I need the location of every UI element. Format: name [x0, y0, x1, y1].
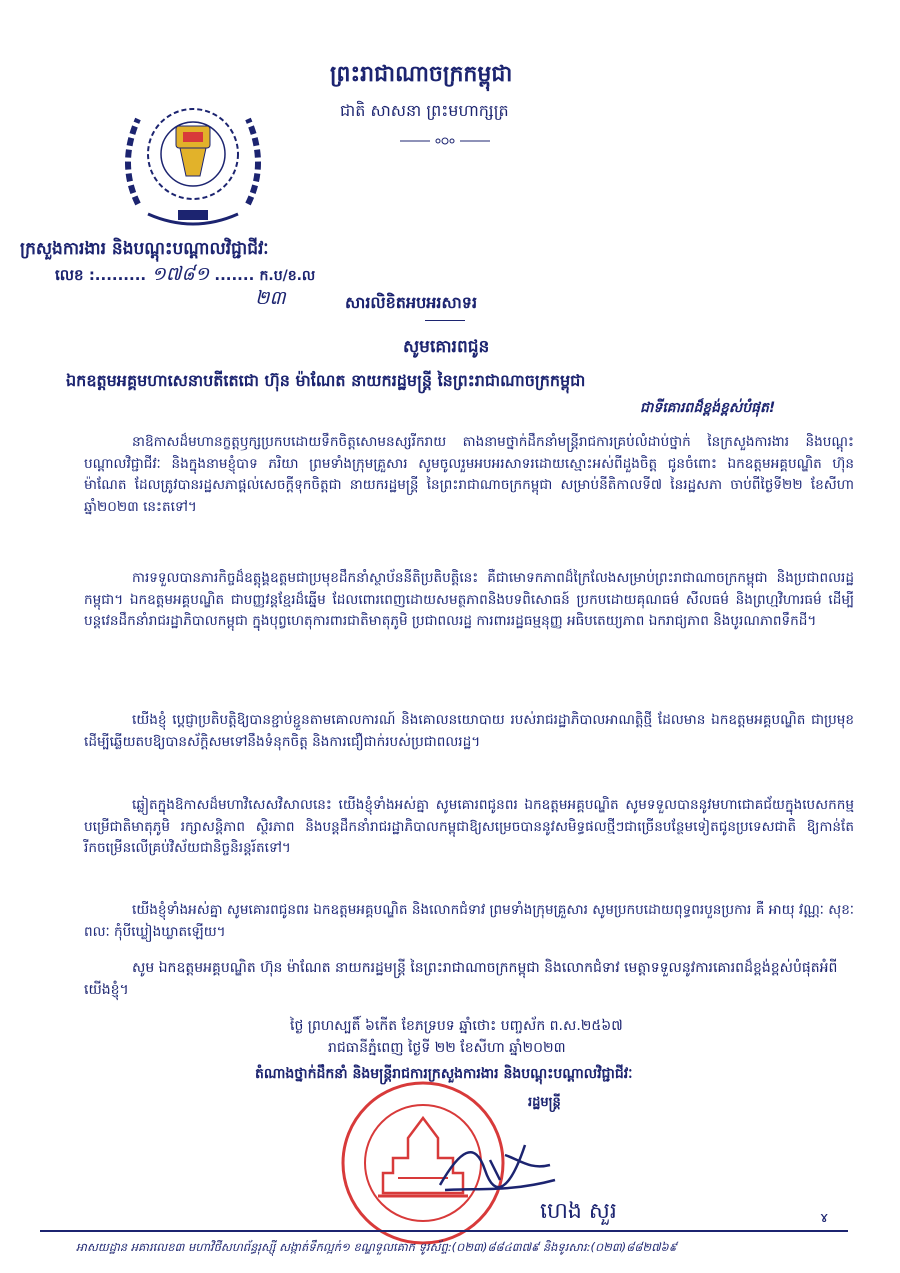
closing-paragraph: សូម ឯកឧត្តមអគ្គបណ្ឌិត ហ៊ុន ម៉ាណែត នាយករដ្ឋមន្ត្រី នៃព្រះរាជាណាចក្រកម្ពុជា និងលោកជំទាវ មេត្តាទទួលនូវការគោរពដ៏ខ្ពង់ខ្ពស់បំផុតអំពីយើងខ្ញុំ។	[84, 960, 838, 998]
paragraph-text: ឆ្លៀតក្នុងឱកាសដ៏មហាវិសេសវិសាលនេះ យើងខ្ញុំទាំងអស់គ្នា សូមគោរពជូនពរ ឯកឧត្តមអគ្គបណ្ឌិត សូមទទួលបាននូវមហាជោគជ័យក្នុងបេសកកម្មបម្រើជាតិមាតុភូមិ រក្សាសន្តិភាព ស្ថិរភាព និងបន្តដឹកនាំរាជរដ្ឋាភិបាលកម្ពុជាឱ្យសម្រេចបាននូវសមិទ្ធផលថ្មីៗជាច្រើនបន្ថែមទៀតជូនប្រទេសជាតិ ឱ្យកាន់តែរីកចម្រើនលើគ្រប់វិស័យជានិច្ចនិរន្តរ៍តទៅ។	[84, 797, 854, 856]
paragraph-2	[84, 568, 854, 633]
reference-dots-2: .......	[214, 266, 255, 284]
paragraph-text: យើងខ្ញុំទាំងអស់គ្នា សូមគោរពជូនពរ ឯកឧត្តមអគ្គបណ្ឌិត និងលោកជំទាវ ព្រមទាំងក្រុមគ្រួសារ សូមប្រកបដោយពុទ្ធពរបួនប្រការ គឺ អាយុ វណ្ណៈ សុខៈ ពលៈ កុំបីឃ្លៀងឃ្លាតឡើយ។	[84, 902, 854, 940]
lunar-date: ថ្ងៃ ព្រហស្បតិ៍ ៦កើត ខែភទ្របទ ឆ្នាំថោះ បញ្ចស័ក ព.ស.២៥៦៧	[290, 1018, 623, 1034]
reference-year: ២៣	[255, 287, 286, 309]
salutation: ជាទីគោរពដ៏ខ្ពង់ខ្ពស់បំផុត!	[640, 400, 776, 416]
divider-ornament	[400, 136, 490, 146]
margin-mark: ɤ	[820, 1210, 829, 1226]
paragraph-5	[84, 900, 854, 943]
addressee: ឯកឧត្តមអគ្គមហាសេនាបតីតេជោ ហ៊ុន ម៉ាណែត នាយករដ្ឋមន្ត្រី នៃព្រះរាជាណាចក្រកម្ពុជា	[66, 371, 586, 390]
paragraph-text: យើងខ្ញុំ ប្តេជ្ញាប្រតិបត្តិឱ្យបានខ្ជាប់ខ្ជួនតាមគោលការណ៍ និងគោលនយោបាយ របស់រាជរដ្ឋាភិបាលអាណត្តិថ្មី ដែលមាន ឯកឧត្តមអគ្គបណ្ឌិត ជាប្រមុខ ដើម្បីឆ្លើយតបឱ្យបានស័ក្តិសមទៅនឹងទំនុកចិត្ត និងការជឿជាក់របស់ប្រជាពលរដ្ឋ។	[84, 712, 854, 750]
paragraph-text: នាឱកាសដ៏មហានក្ខត្តឫក្សប្រកបដោយទឹកចិត្តសោមនស្សរីករាយ តាងនាមថ្នាក់ដឹកនាំមន្ត្រីរាជការគ្រប់លំដាប់ថ្នាក់ នៃក្រសួងការងារ និងបណ្តុះបណ្តាលវិជ្ជាជីវៈ និងក្នុងនាមខ្ញុំបាទ ភរិយា ព្រមទាំងក្រុមគ្រួសារ សូមចូលរួមអបអរសាទរដោយស្មោះអស់ពីដួងចិត្ត ជូនចំពោះ ឯកឧត្តមអគ្គបណ្ឌិត ហ៊ុន ម៉ាណែត ដែលត្រូវបានរដ្ឋសភាផ្តល់សេចក្តីទុកចិត្តជា នាយករដ្ឋមន្ត្រី នៃព្រះរាជាណាចក្រកម្ពុជា សម្រាប់នីតិកាលទី៧ នៃរដ្ឋសភា ចាប់ពីថ្ងៃទី២២ ខែសីហា ឆ្នាំ២០២៣ នេះតទៅ។	[84, 434, 854, 515]
document-title: សារលិខិតអបអរសាទរ	[345, 293, 478, 312]
handwritten-signature	[430, 1130, 560, 1200]
paragraph-text: ការទទួលបានភារកិច្ចដ៏ឧត្តុង្គឧត្តមជាប្រមុខដឹកនាំស្ថាប័ននីតិប្រតិបត្តិនេះ គឺជាមោទកភាពដ៏ក្រៃលែងសម្រាប់ព្រះរាជាណាចក្រកម្ពុជា និងប្រជាពលរដ្ឋកម្ពុជា។ ឯកឧត្តមអគ្គបណ្ឌិត ជាបញ្ញវន្តខ្មែរដ៏ឆ្នើម ដែលពោរពេញដោយសមត្ថភាពនិងបទពិសោធន៍ ប្រកបដោយគុណធម៌ សីលធម៌ និងព្រហ្មវិហារធម៌ ដើម្បីបន្តវេនដឹកនាំរាជរដ្ឋាភិបាលកម្ពុជា ក្នុងបុព្វហេតុការពារជាតិមាតុភូមិ ប្រជាពលរដ្ឋ ការពាររដ្ឋធម្មនុញ្ញ អធិបតេយ្យភាព ឯករាជ្យភាព និងបូរណភាពទឹកដី។	[84, 570, 854, 629]
footer-address: អាសយដ្ឋាន អគារលេខ៣ មហាវិថីសហព័ន្ធរុស្ស៊ី សង្កាត់ទឹកល្អក់១ ខណ្ឌទួលគោក ទូរស័ព្ទ:(០២៣)៨៨៤៣៧៩ និងទូរសារ:(០២៣)៨៨២៧៦៩	[76, 1240, 677, 1254]
signature-block-title: តំណាងថ្នាក់ដឹកនាំ និងមន្ត្រីរាជការក្រសួងការងារ និងបណ្តុះបណ្តាលវិជ្ជាជីវៈ	[255, 1066, 633, 1082]
national-motto: ជាតិ សាសនា ព្រះមហាក្សត្រ	[340, 101, 509, 120]
reference-code: ក.ប/ខ.ល	[259, 268, 316, 284]
ministry-name: ក្រសួងការងារ និងបណ្តុះបណ្តាលវិជ្ជាជីវៈ	[20, 239, 269, 259]
paragraph-3	[84, 710, 854, 753]
ministry-logo	[108, 84, 278, 234]
reference-dots: :.........	[88, 266, 147, 284]
paragraph-4	[84, 795, 854, 860]
kingdom-heading: ព្រះរាជាណាចក្រកម្ពុជា	[330, 62, 513, 87]
paragraph-1	[84, 432, 854, 518]
signer-name: ហេង សួរ	[540, 1199, 617, 1224]
minister-title: រដ្ឋមន្ត្រី	[528, 1095, 561, 1110]
reference-label: លេខ	[55, 266, 84, 284]
footer-divider	[40, 1230, 848, 1232]
solar-date: រាជធានីភ្នំពេញ ថ្ងៃទី ២២ ខែសីហា ឆ្នាំ២០២៣	[328, 1040, 566, 1056]
title-rule	[425, 320, 465, 321]
respect-line: សូមគោរពជូន	[403, 337, 490, 357]
reference-number: ១៧៨១	[151, 263, 210, 285]
